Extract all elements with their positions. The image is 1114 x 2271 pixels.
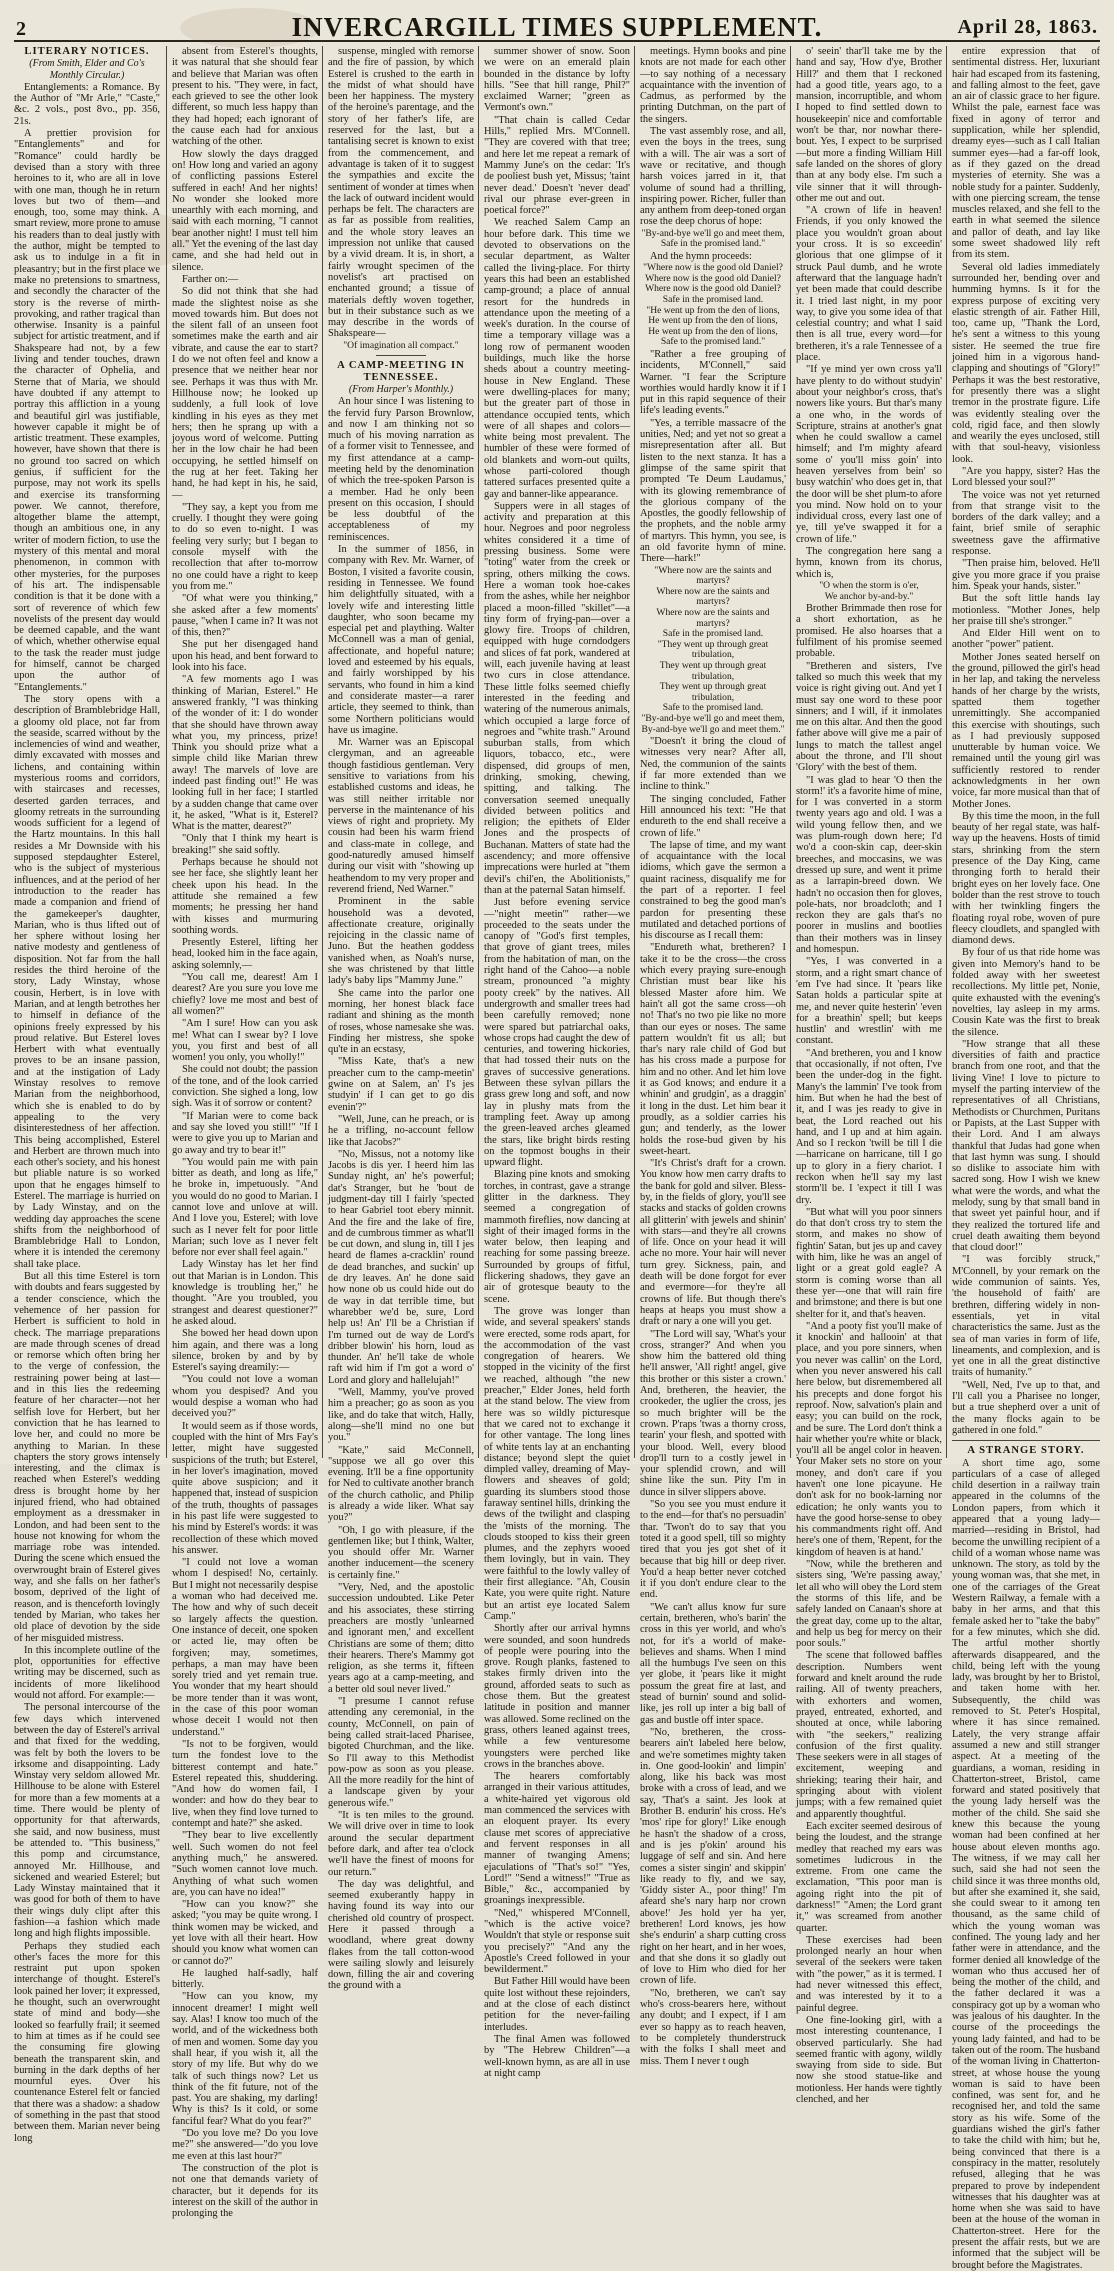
paragraph: "How strange that all these diversities of faith and practice branch from one root, and that the living Vine! I love to picture to myself the parting interview of the representatives of all Christians, Methodists or Churchmen, Puritans or Papists, at the Last Supper with their Lord. And I am always thankful that Judas had gone when that last hymn was sung. I should so dislike to associate him with sacred song. How I wish we knew what were the words, and what the melody, sung by that small band in that sweet yet painful hour, and if they realized the tortured life and cruel death awaiting them beyond that cloud door!" — [952, 1038, 1100, 1254]
paragraph: The voice was not yet returned from that strange visit to the borders of the dark valley; and a faint, brief smile of seraphic sweetness gave the affirmative response. — [952, 489, 1100, 558]
paragraph: So did not think that she had made the slightest noise as she moved towards him. But does not the silent fall of an unseen foot sometimes make the earth and air vibrate, and cause the ear to start? I do we not often feel and know a presence that we neither hear nor see. Perhaps it was thus with Mr. Hillhouse now; he looked up suddenly, a full look of love kindling in his eyes as they met hers; then he sprang up with a joyous word of welcome. Putting her in the low chair he had been occupying, he settled himself on the rug at her feet. Taking her hand, he had kept in his, he said,— — [172, 286, 318, 501]
newspaper-title: INVERCARGILL TIMES SUPPLEMENT. — [291, 12, 823, 42]
paragraph: o' seein' thar'll take me by the hand and say, 'How d'ye, Brother Hill?' and them that I reckoned had a good title, years ago, to a mansion, incorruptible, and whom I hoped to find settled down to housekeepin' nice and comfortable won't be thar, nor nowhar there-bout. Yes, I expect to be surprised—but more a finding William Hill safe landed on the shores of glory than at any body else. I'm such a vile sinner that it will through-other me out and out. — [796, 46, 942, 204]
paragraph: "No, bretheren, the cross-bearers ain't labeled here below, and we're sometimes mighty taken in. One good-lookin' and limpin' along, like his back was most broke with a cross of lead, and we say, 'That's a saint. Jes look at Brother B. endurin' his cross. He's 'mos' ripe for glory!' Like enough he hasn't the shadow of a cross, and is jes p'okin' around his luggage of self and sin. And here comes a sister singin' and skippin' like ready to fly, and we say, 'Giddy sister A., poor thing!' I'm afeard she's nary harp nor crown above!' Jes hold yer ha yer, bretheren! Lord knows, jes how she's endurin' a sharp cutting cross right on her heart, and in her woes, and that she dons it so gladly out of love to Him who died for her crown of life. — [640, 1726, 786, 1987]
column-rule — [790, 46, 791, 1458]
paragraph: Mother Jones seated herself on the ground, pillowed the girl's head in her lap, and taking the nerveless hands of her charge by the wrists, spatted them together unremittingly. She accompanied this exercise with shoutings, such as I had previously supposed unutterable by human voice. We remained until the young girl was sufficiently restored to render acknowledgments in her own voice, far more musical than that of Mother Jones. — [952, 651, 1101, 810]
paragraph: But the soft little hands lay motionless. "Mother Jones, help her praise till she's stronger." — [952, 593, 1100, 627]
paragraph: "If Marian were to come back and say she loved you still!" "If I were to give you up to Marian and go away and try to bear it!" — [172, 1110, 318, 1156]
column-rule — [634, 46, 635, 1458]
paragraph: The final Amen was followed by "The Hebrew Children"—a well-known hymn, as are all in use at night camp — [484, 2033, 630, 2079]
paragraph: "No, bretheren, we can't say who's cross-bearers here, without any doubt; and I expect, if I am ever so happy as to reach heaven, to be completely thunderstruck with the folks I shall meet and miss. Them I never t ough — [640, 1987, 786, 2067]
paragraph: The congregation here sang a hymn, known from its chorus, which is, — [796, 546, 942, 580]
paragraph: It would seem as if those words, coupled with the hint of Mrs Fay's letter, might have suggested suspicions of the truth; but Esterel, in her lover's imagination, moved quite above suspicion; and it happened that, instead of suspicion of the truth, thoughts of passages in his past life were suggested to his mind by Esterel's words: it was recollection of these which moved his answer. — [172, 1420, 318, 1556]
paragraph: summer shower of snow. Soon we were on an emerald plain bounded in the distance by lofty hills. "See that hill range, Phil?" exclaimed Warner; "green as Vermont's own." — [484, 46, 630, 114]
article-headline: A CAMP-MEETING IN TENNESSEE. — [337, 360, 465, 383]
paragraph: "No, Missus, not a notomy like Jacobs is dis yer. I heerd him las Sunday night, an' he's powerful; dat's Stranger, but he 'bout de judgment-day till I fairly 'spected to hear Gabriel toot ebery minnit. And the fire and the lake of fire, and de cumbrous timmer as what'll be cut down, and slung in, till I jes heard de flames a-cracklin' round de dead branches, and suckin' up de dry leaves. An' he done said how none ob us could hide out do de way in dat terrible time, but wharebber we'd be, sure, Lord help us! An' I'll be a Christian if I'm turned out de way de Lord's dribber blowin' his horn, loud as thunder. An' he'll take de whole raft wid him if I'm got a word o' Lord and glory and hallelujah!" — [328, 1148, 474, 1386]
paragraph: A prettier provision for "Entanglements" and for "Romance" could hardly be devised than a story with three heroines to it, who are all in love with one man, though he in return loves but two of them—and enough, too, some may think. A smart review, more prone to amuse his readers than to deal justly with the author, might be tempted to ask us to indulge in a fit in pleasantry; but in the first place we make no pretensions to smartness, and secondly the character of the story is the reverse of mirth-provoking, and rather tragical than otherwise. Insanity is a painful subject for artistic treatment, and if Shakspeare had not, by a few living and tender touches, drawn the character of Ophelia, and Sterne that of Maria, we should have doubted if any attempt to portray this affliction in a young and beautiful girl was justifiable, however capable it might be of artistic treatment. These examples, however, have shown that there is no ground too sacred on which genius, if sufficient for the purpose, may not work its spells and exercise its transforming power. We cannot, therefore, altogether blame the attempt, though an ambitious one, in any writer of modern fiction, to use the mystery of this mental and moral phenomenon, in common with other mysteries, for the purposes of his art. The indispensable condition is that it be done with a sort of reverence of which few novelists of the present day would be deemed capable, and the want of which, whether otherwise equal to the task the reader must judge for himself, cannot be charged upon the author of "Entanglements." — [14, 128, 160, 693]
paragraph: "If ye mind yer own cross ya'll have plenty to do without studyin' about your neighbor's cross, that's nowers like yours. But thar's many a one who, in the words of Scripture, strains at another's gnat when he could swallow a camel himself; and I'm mighty afeard some o' you'll miss goin' into heaven yerselves from bein' so busy watchin' who does get in, that the door will be shet plum-to afore you mind. Now hold on to your individual cross, every last one of ye, till ye've swapped it for a crown of life." — [796, 364, 942, 545]
paragraph: In the summer of 1856, in company with Rev. Mr. Warner, of Boston, I visited a favorite cousin, residing in Tennessee. We found him delightfully situated, with a lovely wife and interesting little daughter, who soon became my especial pet and plaything. Walter McConnell was a man of genial, affectionate, and hopeful nature; loved and esteemed by his equals, and fairly worshipped by his servants, who found in him a kind and considerate master—a rarer article, they seemed to think, than some Northern politicians would have us imagine. — [328, 544, 474, 736]
paragraph: She came into the parlor one morning, her honest black face radiant and shining as the month of roses, whose namesake she was. Finding her mistress, she spoke qu'te in an ecstasy, — [328, 987, 474, 1056]
paragraph: We reached Salem Camp an hour before dark. This time we devoted to observations on the secular department, as Walter called the living-place. For thirty years this had been an established camp-ground; a place of annual resort for the hundreds in attendance upon the meeting of a week's duration. In the course of time a temporary village was a long row of permanent wooden buildings, much like the horse sheds about a country meeting-house in New England. These were dwelling-places for many; but the greater part of those in attendance occupied tents, which were of all shapes and colors—white being most prevalent. The humbler of these were formed of old blankets and worn-out quilts, whose parti-colored though tattered surfaces presented quite a gay and banner-like appearance. — [484, 217, 630, 500]
column-5 — [640, 46, 786, 2067]
paragraph: "Then praise him, beloved. He'll give you more grace if you praise him. Speak your hands, sister." — [952, 558, 1100, 592]
paragraph: But all this time Esterel is torn with doubts and fears suggested by a tender conscience, which the vehemence of her passion for Herbert is sufficient to hold in check. The marriage preparations are made through scenes of dread or remorse which often bring her to the verge of confession, the restraining power being at last—and in this lies the redeeming feature of her character—not her selfish love for Herbert, but her conviction that he has learned to love her, and could no more be anything to Marian. In these chapters the story grows intensely interesting, and the climax is reached when Esterel's wedding dress is brought home by her injured friend, who had obtained employment as a dressmaker in London, and had been sent to the house not knowing for whom the marriage robe was intended. During the scene which ensued the overwrought brain of Esterel gives way, and she falls on her father's bosom, deprived of the light of reason, and is thenceforth lovingly tended by Marian, who takes her old place of devotion by the side of her misguided mistress. — [14, 1271, 160, 1644]
paragraph: She could not doubt; the passion of the tone, and of the look carried conviction. She sighed a long, low sigh. Was it of sorrow or content? — [172, 1064, 318, 1110]
paragraph: One fine-looking girl, with a most interesting countenance, I observed particularly. She had seemed frantic with agony, wildly swaying from side to side. But now she stood statue-like and motionless. Her hands were tightly clenched, and her — [796, 2014, 942, 2106]
paragraph: "I was glad to hear 'O then the storm!' it's a favorite hime of mine, for I was converted in a storm twenty years ago and old. I was a wild young fellow then, and we was plum-rough down here; I'd wo'd a coon-skin cap, deer-skin breeches, and moccasins, we was dressed up sure, and went it prime as a larrapin-breed down. We hadn't no occasion then for gloves, pole-hats, nor broadcloth; and I reckon they are gals that's no poorer in muslins and bootlies than their mothers was in linsey and homespun. — [796, 774, 943, 956]
paragraph: Just before evening service—"night meetin'" rather—we proceeded to the seats under the canopy of "God's first temples, that grove of giant trees, miles from the habitation of man, on the right hand of the Cahoo—a noble stream, pronounced "a mighty pooty creek" by the natives. All undergrowth and smaller trees had been carefully removed; none were spared but patriarchal oaks, whose crops had caught the dew of centuries, and towering hickories, that had tossed their nuts on the graves of successive generations. Between these sylvan pillars the grass grew long and soft, and now lay in plushy mats from the trampling feet. Away up among the green-leaved arches gleamed the stars, like bright birds resting on the topmost boughs in their upward flight. — [484, 897, 631, 1169]
paragraph: entire expression that of sentimental distress. Her, luxuriant hair had escaped from its fastening, and falling almost to the feet, gave an air of classic grace to her figure. Whilst the pale, earnest face was fixed in agony of terror and supplication, while her splendid, dreamy eyes—such as I call Italian summer eyes—had a far-off look, as if they gazed on the dread mysteries of eternity. She was a noble study for a painter. Suddenly, with one piercing scream, the tense muscles relaxed, and she fell to the earth in what seemed the silence and pallor of death, and lay like some sweet shadowed lily reft from its stem. — [952, 46, 1100, 261]
paragraph: "You could not love a woman whom you despised? And you would despise a woman who had deceived you?" — [172, 1374, 318, 1420]
paragraph: Prominent in the sable household was a devoted, affectionate creature, originally rejoicing in the classic name of Juno. But the heathen goddess vanished when, as Noah's nurse, she was christened by that little lady's baby lips "Mammy June." — [328, 896, 474, 987]
paragraph: Suppers were in all stages of activity and preparation at this hour. Negroes and poor negroless whites considered it a time of pressing business. Some were "toting" water from the creek or spring, others milking the cows. Here a woman took hoe-cakes from the ashes, while her neighbor placed a moon-filled "skillet"—a tiny form of frying-pan—over a glowy fire. Troops of children, equipped with huge corndodgers and slices of fat pork, wandered at will, each juvenile having at least two curs in close attendance. These little folks seemed chiefly interested in the feeding and watering of the numerous animals, which occupied a large force of negroes and "white trash." Around suburban stalls, from which liquors, tobacco, etc., were dispensed, did groups of men, drinking, smoking, chewing, spitting, and talking. The conversation seemed unequally divided between politics and religion; the epithets of Elder Jones and the prospects of Buchanan. Matters of state had the ascendency; and more offensive imprecations were hurled at "them devil's chil'en, the Abolitionists," than at the paternal Satan himself. — [484, 500, 630, 896]
column-7 — [952, 46, 1101, 2271]
divider — [376, 355, 426, 356]
paragraph: An hour since I was listening to the fervid fury Parson Brownlow, and now I am thinking not so much of his moving narration as of a former visit to Tennessee, and my first attendance at a camp-meeting held by the denomination of which the tree-spoken Parson is a member. Had he only been present on this occasion, I should be less doubtful of the acceptableness of my reminiscences. — [328, 396, 474, 543]
paragraph: The hearers comfortably arranged in their various attitudes, a white-haired yet vigorous old man commenced the services with an eloquent prayer. Its every clause met scores of appreciative and fervent responses in all manner of twanging Amens; ejaculations of "That's so!" "Yes, Lord!" "Send a witness!" "True as Bible," &c., accompanied by groanings inexpressible. — [484, 1771, 630, 1907]
paragraph: "Only that I think my heart is breaking!" she said softly. — [172, 833, 318, 856]
article-source: (From Harper's Monthly.) — [348, 383, 454, 395]
paragraph: "Do you love me? Do you love me?" she answered—"do you love me even at this last hour?" — [172, 2128, 318, 2162]
book-notice: Entanglements: a Romance. By the Author of "Mr Arle," "Caste," &c. 2 vols., post 8vo., pp. 356, 21s. — [14, 81, 160, 127]
paragraph: Shortly after our arrival hymns were sounded, and soon hundreds of people were pouring into the grove. Rough planks, fastened to stakes firmly driven into the ground, afforded seats to such as chose them. But the greatest latitude in position and manner was allowed. Some reclined on the grass, others leaned against trees, while a few venturesome youngsters were perched like crows in the branches above. — [484, 1623, 630, 1770]
paragraph: "Endureth what, bretheren? I take it to be the cross—the cross which every praying sure-enough Christian must bear like his blessed Master afore him. We hain't all got the same cross—oh no! That's no two pie like no more than our eyes or noses. The same pattern wouldn't fit us all; but thar's nary rale child of God but has his cross made a purpose for him and no other. And let him love it as God knows; and endure it a whinin' and grudgin', as a draggin' it long in the dust. Let him bear it proudly, as a soldier carries his gun; and tenderly, as the lower holds the rose-bud given by his sweet-heart. — [640, 942, 786, 1157]
article-headline: A STRANGE STORY. — [967, 1445, 1085, 1457]
paragraph: meetings. Hymn books and pine knots are not made for each other—to say nothing of a necessary acquaintance with the invention of Cadmus, as performed by the printing Dutchman, on the part of the singers. — [640, 46, 786, 125]
paragraph: "That chain is called Cedar Hills," replied Mrs. M'Connell. "They are covered with that tree; and here let me repeat a remark of Mammy June's on the cedar: 'It's de pooliest bush yet, Missus; 'taint never dead.' Doesn't 'never dead' rival our phrase ever-green in poetical force?" — [484, 114, 630, 217]
paragraph: "So you see you must endure it to the end—for that's no persuadin' thar. 'Twon't do to say that you toted it a good spell, till so mighty tired that you jes got shet of it because that big hill or deep river. You'd a heap better never cotched it if you don't endure clear to the end. — [640, 1499, 786, 1601]
hymn-verse: "O when the storm is o'er, We anchor by-and-by." — [819, 579, 919, 602]
paragraph: Perhaps they studied each other's faces the more for this restraint put upon spoken interchange of thought. Esterel's look pained her lover; it expressed, he thought, such an overwrought state of mind and body—she looked so fearfully frail; it seemed to him at times as if he could see the consuming fire glowing beneath the transparent skin, and burning in the dark depths of her mournful eyes. Over his countenance Esterel felt or fancied that there was a shadow: a shadow of something in the past that stood between them. Marian never being long — [14, 1940, 161, 2144]
paragraph: Brother Brimmade then rose for a short exhortation, as he promised. He also hoarses that a fulfilment of his promise seemed probable. — [796, 603, 942, 660]
paragraph: "You call me, dearest! Am I dearest? Are you sure you love me chiefly? love me most and best of all women?" — [172, 972, 318, 1017]
paragraph: "And a pooty fist you'll make of it knockin' and hallooin' at that place, and you pore sinners, when you never was callin' on the Lord, when you never answered his call here below, but disremembered all his precepts and done forgot his reproof. Now, salvation's plain and easy; you can build on the rock, and be sure. The Lord don't think a hair whether you're white or black, you'll all be angel color in heaven. Your Maker sets no store on your money, and don't care if you haven't one lone picayune. He don't ask for no book-larning nor edication; he only wants you to have the good horse-sense to obey his commandments right off. And here's one of them, 'Repent, for the kingdom of heaven is at hand.' — [796, 1320, 942, 1558]
paragraph: "A crown of life in heaven! Friends, if you only knowed the place you wouldn't groan about your cross. It is so exceedin' glorious that one glimpse of it struck Paul dumb, and he wrote afterward that the language hadn't yet been made that could describe it. I tried last night, in my poor way, to give you some idea of that celestial country; and what I said then is all true, every word—for bretheren, it's a rale Tennessee of a place. — [796, 205, 942, 364]
paragraph: "Is not to be forgiven, would turn the fondest love to the bitterest contempt and hate." Esterel repeated this, shuddering. "And how do women fail, I wonder: and how do they bear to live, when they find love turned to contempt and hate?" she asked. — [172, 1738, 318, 1830]
paragraph: Each exciter seemed desirous of being the loudest, and the strange medley that reached my ears was sometimes ludicrous in the extreme. From one came the exclamation, "This poor man is agoing right into the pit of darkness!" "Amen; the Lord grant it," was screamed from another quarter. — [796, 1820, 942, 1934]
paragraph: "Well, June, can he preach, or is he a trifling, no-account fellow like that Jacobs?" — [328, 1113, 474, 1148]
paragraph: "It is ten miles to the ground. We will drive over in time to look around the secular department before dark, and after tea o'clock we'll have the finest of moons for our return." — [328, 1810, 474, 1878]
paragraph: "Very, Ned, and the apostolic succession undoubted. Like Peter and his associates, these stirring preachers are mostly 'unlearned and ignorant men,' and excellent Christians are some of them; ditto their hearers. There's Mammy got religion, as she terms it, fifteen years ago at a camp-meeting, and a better old soul never lived." — [328, 1582, 474, 1695]
paragraph: The scene that followed baffles description. Numbers went forward and knelt around the rude railing. All of twenty preachers, with exhorters and women, prayed, entreated, exhorted, and shouted at once, while laboring with "the seekers," realizing confusion of the first quality. These seekers were in all stages of excitement, weeping and shrieking; tearing their hair, and springing about with violent jumps; with a few remained quiet and apparently thoughtful. — [796, 1650, 942, 1820]
paragraph: By four of us that ride home was given into Memory's hand to be folded away with her sweetest recollections. My little pet, Nonie, quite exhausted with the evening's novelties, lay asleep in my arms. Cousin Kate was the first to break the silence. — [952, 947, 1100, 1038]
issue-date: April 28, 1863. — [957, 16, 1098, 38]
paragraph: "Yes, a terrible massacre of the unities, Ned; and yet not so great a misrepresentation after all. But listen to the next stanza. It has a glimpse of the same spirit that prompted 'Te Deum Laudamus,' with its glowing remembrance of the glorious company of the Apostles, the goodly fellowship of the prophets, and the noble army of martyrs. This hymn, you see, is an old favorite hymn of mine. There—hark!" — [640, 417, 786, 565]
paragraph: "It's Christ's draft for a crown. You know how men carry drafts to the bank for gold and silver. Bless-by, in the fields of glory, you'll see stacks and stacks of golden crowns all glitterin' with jewels and shinin' with stars—and they're all crowns of life. Once on your head it will ache no more. Your hair will never turn grey. Sickness, pain, and death will be done forgot for ever and evermore—for they're all crowns of life. But though there's heaps at heaps you must show a draft or nary a one will you get. — [640, 1158, 786, 1328]
hymn-verse: "By-and-bye we'll go and meet them, Safe in the promised land." — [641, 227, 785, 250]
divider — [952, 1440, 1100, 1441]
paragraph: Perhaps because he should not see her face, she slightly leant her cheek upon his head. In the attitude she remained a few moments; he pressing her hand with kisses and murmuring soothing words. — [172, 857, 318, 936]
paragraph: "The Lord will say, 'What's your cross, stranger?' And when you show him the battered old thing he'll answer, 'All right! angel, give this brother or this sister a crown.' And, bretheren, the heavier, the crookeder, the uglier the cross, jes so much brighter will be the crown. P'raps 'twas a thorny cross, tearin' your flesh, and spotted with your blood. Well, every blood drop'll turn to a costly jewel in your splendid crown, and will shine like the sun. Pity I'm in dunce in silver slippers above. — [640, 1328, 786, 1498]
paragraph: "Yes, I was converted in a storm, and a right smart chance of 'em I've had since. It 'pears like Satan holds a particular spite at me, and never quite hesterin' 'even for a breathin' spell; but keeps hustlin' and wrestlin' with me constant. — [796, 956, 942, 1047]
paragraph: "How can you know, my innocent dreamer! I might well say. Alas! I know too much of the world, and of the wickedness both of men and women. Some day you shall hear, if you wish it, all the story of my life. But why do we talk of such things now? Let us think of the fit future, not of the past. You are shaking, my darling! Why is this? Is it cold, or some fanciful fear? What do you fear?" — [172, 1991, 318, 2127]
paragraph: "Ned," whispered M'Connell, "which is the active voice? Wouldn't that style or response suit you precisely?" "And any the Apostle's Creed followed in your bewilderment." — [484, 1907, 630, 1976]
columns — [14, 46, 1101, 2271]
paragraph: absent from Esterel's thoughts, it was natural that she should fear and believe that Marian was often present to his. "They were, in fact, each grieved to see the other look different, so much less happy than they had hoped; each ignorant of the cause each had for anxious watching of the other. — [172, 46, 318, 148]
paragraph: "Of what were you thinking," she asked after a few moments' pause, "when I came in? It was not of this, then?" — [172, 593, 318, 639]
column-2 — [172, 46, 318, 2220]
column-4 — [484, 46, 631, 2079]
paragraph: suspense, mingled with remorse and the fire of passion, by which Esterel is crushed to the earth in the midst of what should have been her happiness. The mystery of the heroine's parentage, and the story of her father's life, are reserved for the last, but a tantalising secret is known to exist from the commencement, and advantage is taken of it to suggest the sympathies and excite the sentiment of wonder at times when the lack of outward incident would perhaps be felt. The characters are as far as possible from realities, and the whole story leaves an impression not unlike that caused by a vivid dream. It is, in short, a fairly wrought specimen of the novelist's art practised on enchanted ground; a tissue of materials deftly woven together, but in their substance such as we may describe in the words of Shakspeare— — [328, 46, 474, 340]
paragraph: The grove was longer than wide, and several speakers' stands were erected, some rods apart, for the accommodation of the vast congregation of hearers. We stopped in the vicinity of the first we reached, although "the new preacher," Elder Jones, held forth at the stand below. The view from here was so wildly picturesque that we cared not to exchange it for other vantage. The long lines of white tents lay at an enchanting distance; beyond slept the quiet dimpled valley, dreaming of May-flowers and sheaves of gold; guarding its slumbers stood those faraway sentinel hills, drinking the dews of the twilight and clasping the 'mists of the morning. The clouds stooped to kiss their green plumes, and the zephyrs wooed them lovingly, but in vain. They were faithful to the lowly valley of their first allegiance. "Ah, Cousin Kate, you were quite right. Nature but an artist eye located Salem Camp." — [484, 1305, 630, 1622]
paragraph: "Now, while the bretheren and sisters sing, 'We're passing away,' let all who will obey the Lord stem the storms of this life, and be safely landed on Canaan's shore at the great day, come up to the altar, and help us beg for mercy on their poor souls." — [796, 1559, 942, 1650]
paragraph: "You would pain me with pain bitter as death, and long as life," he broke in, impetuously. "And you would do no good to Marian. I cannot love and unlove at will. And I love you, Esterel; with love such as I never felt for poor little Marian; such love as I never felt before nor ever shall feel again." — [172, 1156, 318, 1259]
paragraph: "They bear to live excellently well. Such women do not feel anything much," he answered. "Such women cannot love much. Anything of what such women are, you can have no idea!" — [172, 1830, 318, 1898]
paragraph: "But what will you poor sinners do that don't cross try to stem the storm, and makes no show of fightin' Satan, but jes up and cavey with him, like he was an angel of light or a great gold eagle? A storm is coming worse than all these yer—one that will rain fire and brimstone; and there is but one shelter for it, and that's heaven. — [796, 1206, 943, 1320]
paragraph: "Kate," said McConnell, "suppose we all go over this evening. It'll be a fine opportunity for Ned to cultivate another branch of the church catholic, and Philip is already a wide liker. What say you?" — [328, 1444, 474, 1524]
paragraph: "A few moments ago I was thinking of Marian, Esterel." He answered frankly, "I was thinking of the wonder of it: I do wonder that she should have thrown away what you, my princess, prize! Think you should prize what a simple child like Marian threw away! The marvels of love are indeed past finding out!" He was looking full in her face; I startled by a sudden change that came over it, he asked, "What is it, Esterel? What is the matter, dearest?" — [172, 674, 318, 833]
paragraph: "I was forcibly struck," M'Connell, by your remark on the wide communion of saints. Yes, 'the household of faith' are brethren, differing widely in non-essentials, yet in vital characteristics the same. Just as the sea of man varies in form of life, lineaments, and complexion, and is yet one in all the great distinctive traits of humanity." — [952, 1254, 1100, 1379]
masthead — [14, 4, 1100, 42]
paragraph: Mr. Warner was an Episcopal clergyman, and an agreeable though fastidious gentleman. Very sensitive to variations from his established customs and ideas, he was still neither irritable nor perverse in the maintenance of his views of right and propriety. My cousin had been his warm friend and class-mate in college, and good-naturedly amused himself during our visit with "showing up heathendom to my very proper and reverend friend, Ned Warner." — [328, 737, 474, 895]
paragraph: "Well, Ned, I've up to that, and I'll call you a Pharisee no longer, but a true shepherd over a unit of the many flocks again to be gathered in one fold." — [952, 1379, 1100, 1436]
paragraph: And Elder Hill went on to another "power" patient. — [952, 628, 1100, 651]
paragraph: Farther on:— — [182, 273, 239, 285]
paragraph: By this time the moon, in the full beauty of her regal state, was half-way up the heavens. Hosts of timid stars, shrinking from the stern presence of the Day King, came thronging forth to herald their bright eyes on her lovely face. One bolder than the rest strove to touch with her twinkling fingers the floating royal robe, woven of pure fleecy cloudlets, and spangled with diamond dews. — [952, 810, 1100, 947]
column-3 — [328, 46, 474, 1992]
paragraph: The singing concluded, Father Hill announced his text: "He that endureth to the end shall receive a crown of life." — [640, 793, 786, 839]
paragraph: In this incomplete outline of the plot, opportunities for effective writing may be discerned, such as incidents of more likelihood would not afford. For example:— — [14, 1644, 160, 1702]
paragraph: The vast assembly rose, and all, even the boys in the trees, sung with a will. The air was a sort of wave or recitative, and though harsh voices jarred in it, that volume of sound had a thrilling, inspiring power. Richer, fuller than any anthem from deep-toned organ rose the deep chorus of hope: — [640, 126, 786, 228]
paragraph: Presently Esterel, lifting her head, looked him in the face again, asking solemnly,— — [172, 937, 318, 971]
hymn-verse: "Where now is the good old Daniel? Where now is the good old Daniel? Where now is the good old Daniel? Safe in the promised land. "He went up from the den of lions, He went up from the den of lions, He went up from the den of lions, Safe to the promised land." — [643, 262, 783, 348]
section-heading: LITERARY NOTICES. — [24, 46, 150, 57]
paragraph: He laughed half-sadly, half bitterly. — [172, 1967, 318, 1991]
paragraph: A short time ago, some particulars of a case of alleged child desertion in a railway train appeared in the columns of the London papers, from which it appeared that a young lady—married—residing in Bristol, had become the unwilling recipient of a child of a woman whose name was unknown. The story, as told by the young woman was, that she met, in one of the carriages of the Great Western Railway, a female with a baby in her arms, and that this female asked her to "take the baby" for a few minutes, which she did. The artful mother shortly afterwards disappeared, and the child, being left with the young lady, was brought by her to Bristol, and taken home with her. Subsequently, the child was removed to St. Peter's Hospital, where it has since remained. Lately, the very strange affair assumed a new and still stranger aspect. At a meeting of the guardians, a woman, residing in Chatterton-street, Bristol, came forward and stated positively that the young lady herself was the mother of the child. She said she knew this because the young woman had been confined at her house about eleven months ago. The witness, if we may call her such, said she had not seen the child since it was three months old, but after she examined it, she said, she could swear to it among ten thousand, as the same child of which the young woman was confined. The young lady and her father were in attendance, and the former denied all knowledge of the woman who thus accused her of being the mother of the child, and the father declared it was a conspiracy got up by a woman who was jealous of his daughter. In the course of the proceedings the young lady fainted, and had to be taken out of the room. The husband of the woman living in Chatterton-street, at whose house the young woman is said to have been confined, was sent for, and he recognised her, and told the same story as his wife. Some of the guardians wished the girl's father to take the child with him; but he, being convinced that there is a conspiracy in the matter, resolutely refused, alleging that he was prepared to prove by independent witnesses that his daughter was at home when she was said to have been at the house of the woman in Chatterton-street. Here for the present the affair rests, but we are informed that the subject will be brought before the Magistrates. — [952, 1457, 1100, 2271]
paragraph: "I could not love a woman whom I despised! No, certainly. But I might not necessarily despise a woman who had deceived me. The how and why of such deceit so largely affects the question. One instance of deceit, one spoken or acted lie, may often be forgiven; may, sometimes, perhaps, a man may have been sorely tried and yet remain true. You wonder that my heart should be more tender than it was wont, in the case of this poor woman whose deceit I would not then understand." — [172, 1557, 318, 1738]
paragraph: The construction of the plot is not one that demands variety of character, but it depends for its interest on the skill of the author in prolonging the — [172, 2162, 318, 2220]
paragraph: These exercises had been prolonged nearly an hour when several of the seekers were taken with "the power," as it is termed. I had never witnessed this effect, and was interested by it to a painful degree. — [796, 1934, 942, 2014]
paragraph: Lady Winstay has let her find out that Marian is in London. This knowledge is troubling her," he thought. "Are you troubled, you strangest and dearest questioner?" he asked aloud. — [172, 1259, 318, 1327]
paragraph: "Oh, I go with pleasure, if the gentlemen like; but I think, Walter, you should offer Mr. Warner another inducement—the scenery is certainly fine." — [328, 1524, 474, 1581]
paragraph: The personal intercourse of the few days which intervened between the day of Esterel's arrival and that fixed for the wedding, was felt by both the lovers to be irksome and disappointing. Lady Winstay very seldom allowed Mr. Hillhouse to be alone with Esterel for more than a few moments at a time. There would be plenty of opportunity for that afterwards, she said, and now business, must be attended to. "This business," this pomp and circumstance, annoyed Mr. Hillhouse, and sickened and wearied Esterel; but Lady Winstay maintained that it was good for both of them to have their wings duly clipt after this fashion—a fashion which made long and high flights impossible. — [14, 1702, 160, 1940]
paragraph: Several old ladies immediately surrounded her, bending over and humming hymns. Is it for the express purpose of exciting very elastic strength of air. Father Hill, too, came up, "Thank the Lord, he's sent a witness to this young sister. He seemed the true fire joined him in a vigorous hand-clapping and shoutings of "Glory!" Perhaps it was the best restorative, for presently there was a slight tremor in the prostrate figure. Life was evidently stealing over the cold, rigid face, and then slowly and wearily the eyes unclosed, still with that soul-heavy, visionless look. — [952, 261, 1100, 465]
column-1 — [14, 46, 161, 2144]
column-rule — [166, 46, 167, 1458]
paragraph: "And bretheren, you and I know that occasionally, if not often, I've been the under-dog in the fight. Many's the lammin' I've took from him. But when he had the best of it, and I was jes ready to give in beat, the Lord reached out his hand, and I up and at him again. And so I reckon 'twill be till I die—harricane on harricane, till I go up to glory in a fiery chariot. I reckon when he'll say my last storm'll be. I 'expect it till I was dry. — [796, 1047, 942, 1206]
paragraph: "They say, a kept you from me cruelly. I thought they were going to do so even to-night. I was feeling very surly; but I began to console myself with the recollection that after to-morrow no one could have a right to keep you from me." — [172, 501, 318, 592]
paragraph: She bowed her head down upon him again, and there was a long silence, broken by and by by Esterel's saying dreamily:— — [172, 1328, 318, 1374]
paragraph: "How can you know?" she asked; "you may be quite wrong. I think women may be wicked, and yet love with all their heart. How should you know what women can or cannot do?" — [172, 1899, 318, 1967]
paragraph: "Doesn't it bring the cloud of witnesses very near? After all, Ned, the communion of the saints if far more extended than we incline to think." — [640, 736, 786, 793]
section-source: (From Smith, Elder and Co's Monthly Circular.) — [29, 58, 145, 81]
column-rule — [322, 46, 323, 1458]
paragraph: The lapse of time, and my want of acquaintance with the local idioms, which gave the sermon a quaint raciness, disqualify me for the part of a reporter. I feel constrained to beg the good man's pardon for presenting these mutilated and detached portions of his discourse as I recall them: — [640, 839, 786, 942]
paragraph: Blazing pine knots and smoking torches, in contrast, gave a strange glitter in the darkness. They seemed a congregation of mammoth fireflies, now dancing at sight of their imaged forms in the water below, then leaping and reaching for some passing breeze. Surrounded by groups of fitful, flickering shadows, they gave an air of grotesque beauty to the scene. — [484, 1169, 630, 1305]
quotation: "Of imagination all compact." — [343, 339, 459, 351]
column-rule — [946, 46, 947, 1458]
paragraph: "Am I sure! How can you ask me! What can I swear by? I love you, you first and best of all women! you only, you wholly!" — [172, 1018, 318, 1064]
paragraph: The story opens with a description of Bramblebridge Hall, a gloomy old place, not far from the seaside, scarred without by the inclemencies of wind and weather, dimly excavated with mosses and lichens, and containing within mysterious rooms and corridors, with staircases and recesses, deserted garden terraces, and gloomy retreats in the surrounding woods sufficient for a legend of the Hartz mountains. In this hall resides a Mr Downside with his supposed stepdaughter Esterel, who is the subject of mysterious influences, and at the period of her introduction to the reader has made a companion and friend of the gamekeeper's daughter, Marian, who is thus lifted out of her sphere without losing her native modesty and gentleness of disposition. Not far from the hall resides the third heroine of the story, Lady Winstay, whose cousin, Herbert, is in love with Marian, and at length betrothes her to himself in defiance of the opinions freely expressed by his proud relative. But Esterel loves Herbert with what eventually proves to be an insane passion, and at the instigation of Lady Winstay resolves to remove Marian from the neighborhood, which she is enabled to do by appealing to the very disinterestedness of her affection. This being accomplished, Esterel and Herbert are thrown much into each other's society, and his honest but pliable nature is so worked upon that he engages himself to Esterel. The marriage is hurried on by Lady Winstay, and on the wedding day approaches the scene shifts from the neighborhood of Bramblebridge Hall to London, where it is intended the ceremony shall take place. — [14, 693, 160, 1270]
page-number: 2 — [16, 18, 26, 40]
paragraph: "Bretheren and sisters, I've talked so much this week that my voice is right giving out. And yet I must say one word to these poor sinners; and I will, if it inmolates me on this altar. And then the good father above will give me a pair of lungs to match the tallest angel about the throne, and I'll shout 'Glory' with the best of them. — [796, 660, 942, 774]
column-rule — [478, 46, 479, 1458]
hymn-verse: "Where now are the saints and martyrs? Where now are the saints and martyrs? Where now are the saints and martyrs? Safe in the promised land. "They went up through great tribulation, They went up through great tribulation, They went up through great tribulation, Safe to the promised land. "By-and-bye we'll go and meet them, By-and-bye we'll go and meet them." — [641, 564, 785, 735]
paragraph: "We can't allus know fur sure certain, bretheren, who's barin' the cross in this yer world, and who's not, for it's a world of make-believes and shams. When I mind all the humbugs I've seen on this yer globe, it 'pears like it might possum the great fire at last, and stead of burnin' sound and solid-like, jes roll up inter a big ball of gas and bustle off inter space. — [640, 1601, 786, 1726]
paragraph: "I presume I cannot refuse attending any ceremonial, in the county, McConnell, on pain of being called strait-laced Pharisee, bigoted Churchman, and the like. So I'll away to this Methodist pow-pow as soon as you please. All the more readily for the hint of a landscape given by your generous wife." — [328, 1696, 474, 1809]
paragraph: "Are you happy, sister? Has the Lord blessed your soul?" — [952, 465, 1100, 489]
paragraph: She put her disengaged hand upon his head, and bent forward to look into his face. — [172, 639, 318, 674]
paragraph: And the hymn proceeds: — [650, 250, 752, 262]
paragraph: But Father Hill would have been quite lost without these rejoinders, and at the close of each distinct petition for the never-failing interludes. — [484, 1976, 630, 2033]
paragraph: How slowly the days dragged on! How long and varied an agony of conflicting passions Esterel suffered in each! And her nights! No wonder she looked more unearthly with each morning, and said with each morning, "I cannot bear another night! I must tell him all." Yet the evening of the last day came, and she had held out in silence. — [172, 148, 318, 273]
paragraph: "Well, Mammy, you've proved him a preacher; go as soon as you like, and do take that witch, Hally, along—she'll mind no one but you." — [328, 1387, 474, 1444]
paragraph: "Rather a free grouping of incidents, M'Connell," said Warner. "I fear the Scripture worthies would hardly know it if I put in this rapid sequence of their life's leading events." — [640, 348, 786, 417]
column-6 — [796, 46, 943, 2106]
paragraph: "Miss Kate, that's a new preacher cum to the camp-meetin' gwine on at Salem, an' I's jes studyin' if I can get to go dis evenin'?" — [328, 1056, 474, 1113]
paragraph: The day was delightful, and seemed exuberantly happy in having found its way into our cherished old country of prospect. Here it passed through a woodland, where great downy flakes from the tall cotton-wood were sailing slowly and leisurely down, filling the air and covering the ground with a — [328, 1878, 474, 1992]
